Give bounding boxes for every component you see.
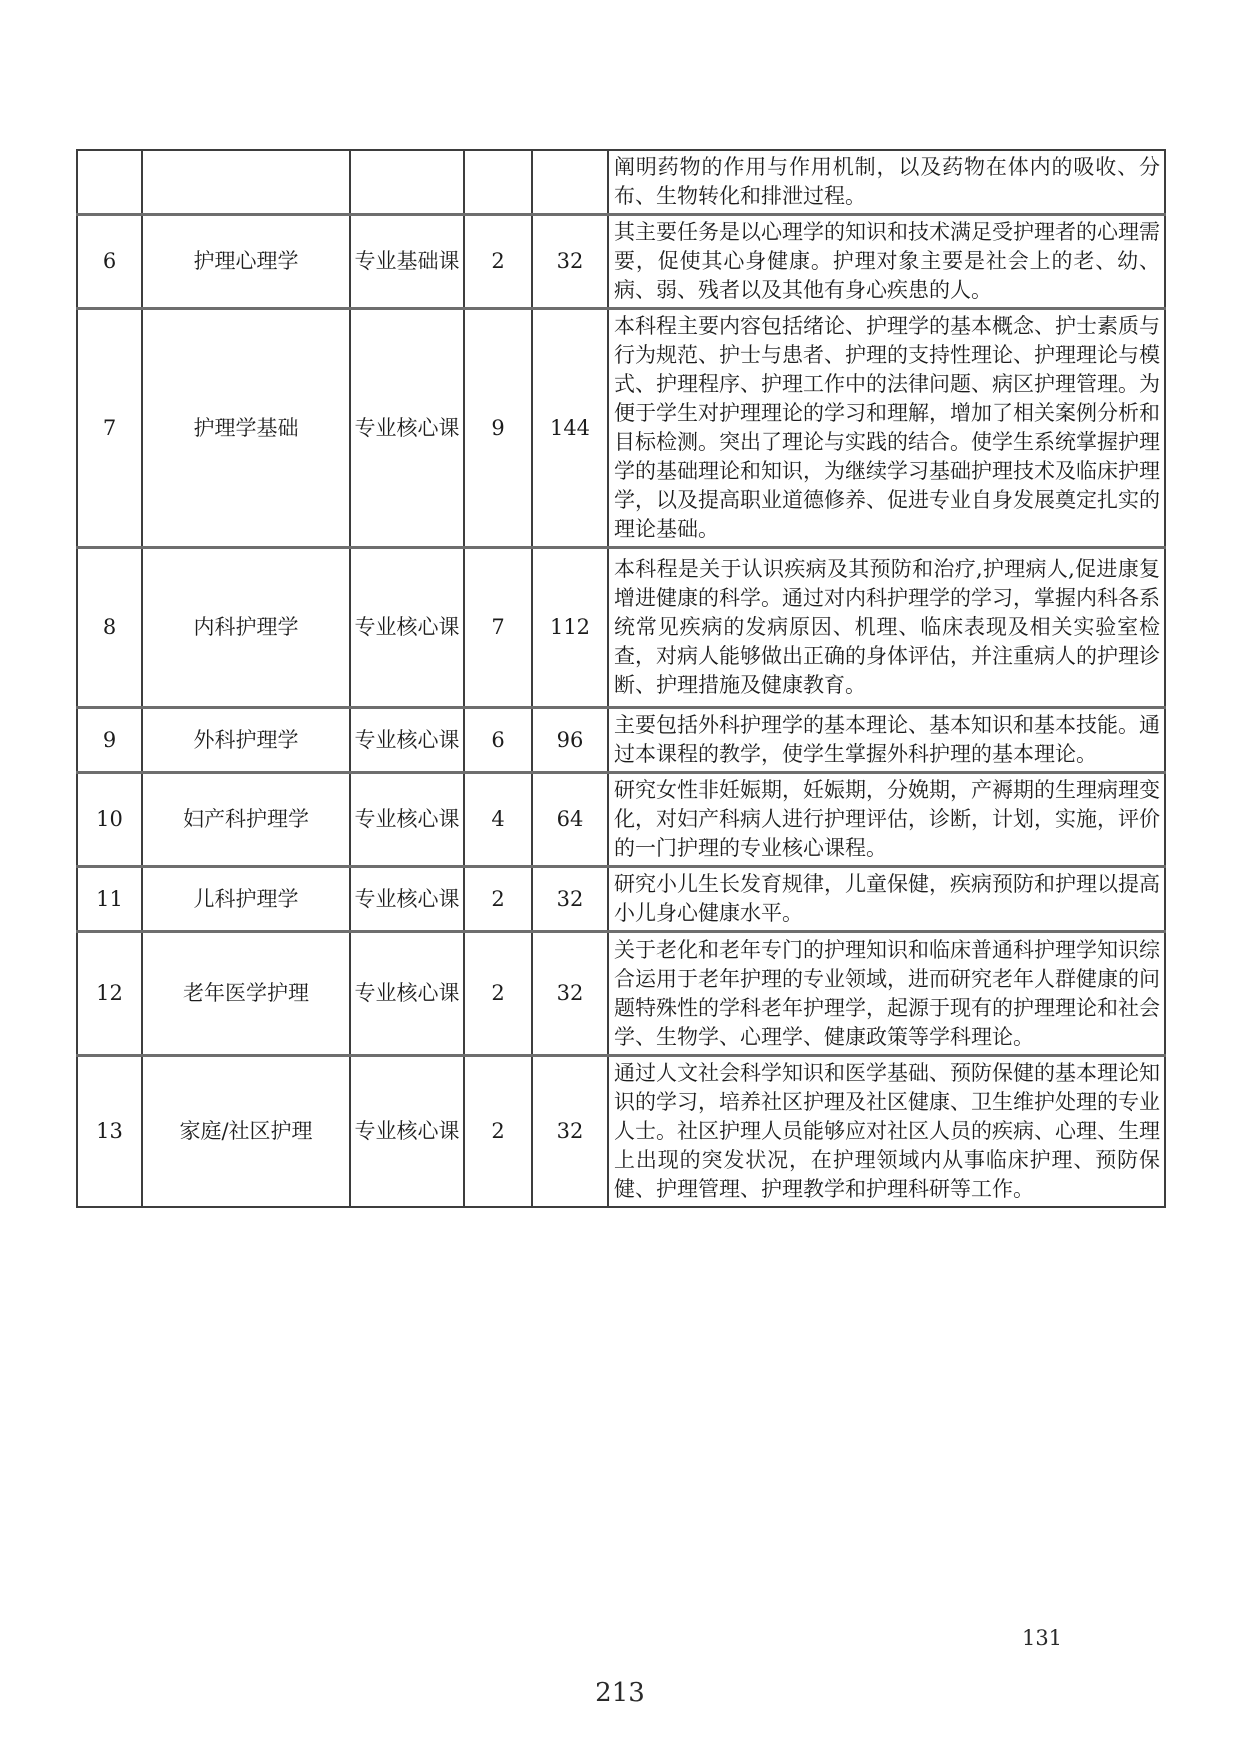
course-no-cell: 10 (77, 773, 142, 867)
course-type-cell: 专业核心课 (350, 932, 464, 1056)
course-name-cell: 妇产科护理学 (142, 773, 350, 867)
course-no-cell: 11 (77, 867, 142, 932)
table-row (77, 932, 1165, 1056)
course-type-cell: 专业核心课 (350, 708, 464, 773)
course-description-cell: 本科程是关于认识疾病及其预防和治疗,护理病人,促进康复增进健康的科学。通过对内科护理学的学习，掌握内科各系统常见疾病的发病原因、机理、临床表现及相关实验室检查，对病人能够做出正确的身体评估，并注重病人的护理诊断、护理措施及健康教育。 (608, 548, 1165, 708)
course-credits-cell (464, 150, 532, 215)
footer-page-number: 213 (595, 1678, 645, 1708)
course-credits-cell: 2 (464, 215, 532, 309)
table-row (77, 309, 1165, 548)
course-type-cell: 专业核心课 (350, 1056, 464, 1208)
course-description-cell: 关于老化和老年专门的护理知识和临床普通科护理学知识综合运用于老年护理的专业领域，进而研究老年人群健康的问题特殊性的学科老年护理学，起源于现有的护理理论和社会学、生物学、心理学、健康政策等学科理论。 (608, 932, 1165, 1056)
course-credits-cell: 2 (464, 1056, 532, 1208)
table-row (77, 548, 1165, 708)
course-no-cell: 12 (77, 932, 142, 1056)
course-credits-cell: 2 (464, 932, 532, 1056)
course-no-cell: 8 (77, 548, 142, 708)
course-hours-cell: 32 (532, 867, 608, 932)
course-hours-cell: 32 (532, 215, 608, 309)
course-name-cell: 老年医学护理 (142, 932, 350, 1056)
course-table (76, 149, 1166, 1208)
course-hours-cell (532, 150, 608, 215)
table-row (77, 773, 1165, 867)
course-credits-cell: 4 (464, 773, 532, 867)
table-row (77, 150, 1165, 215)
course-type-cell: 专业核心课 (350, 309, 464, 548)
course-no-cell (77, 150, 142, 215)
course-name-cell: 儿科护理学 (142, 867, 350, 932)
course-description-cell: 本科程主要内容包括绪论、护理学的基本概念、护士素质与行为规范、护士与患者、护理的支持性理论、护理理论与模式、护理程序、护理工作中的法律问题、病区护理管理。为便于学生对护理理论的学习和理解，增加了相关案例分析和目标检测。突出了理论与实践的结合。使学生系统掌握护理学的基础理论和知识，为继续学习基础护理技术及临床护理学，以及提高职业道德修养、促进专业自身发展奠定扎实的理论基础。 (608, 309, 1165, 548)
course-name-cell: 护理学基础 (142, 309, 350, 548)
course-type-cell: 专业基础课 (350, 215, 464, 309)
corner-page-number: 131 (1021, 1626, 1063, 1650)
table-row (77, 215, 1165, 309)
table-row (77, 1056, 1165, 1208)
course-description-cell: 其主要任务是以心理学的知识和技术满足受护理者的心理需要，促使其心身健康。护理对象主要是社会上的老、幼、病、弱、残者以及其他有身心疾患的人。 (608, 215, 1165, 309)
course-hours-cell: 64 (532, 773, 608, 867)
course-no-cell: 6 (77, 215, 142, 309)
course-description-cell: 通过人文社会科学知识和医学基础、预防保健的基本理论知识的学习，培养社区护理及社区健康、卫生维护处理的专业人士。社区护理人员能够应对社区人员的疾病、心理、生理上出现的突发状况，在护理领域内从事临床护理、预防保健、护理管理、护理教学和护理科研等工作。 (608, 1056, 1165, 1208)
course-credits-cell: 2 (464, 867, 532, 932)
course-credits-cell: 6 (464, 708, 532, 773)
course-name-cell: 护理心理学 (142, 215, 350, 309)
course-credits-cell: 9 (464, 309, 532, 548)
course-type-cell: 专业核心课 (350, 773, 464, 867)
course-type-cell: 专业核心课 (350, 548, 464, 708)
table-row (77, 708, 1165, 773)
course-hours-cell: 96 (532, 708, 608, 773)
course-description-cell: 主要包括外科护理学的基本理论、基本知识和基本技能。通过本课程的教学，使学生掌握外科护理的基本理论。 (608, 708, 1165, 773)
course-type-cell: 专业核心课 (350, 867, 464, 932)
course-name-cell: 家庭/社区护理 (142, 1056, 350, 1208)
course-description-cell: 研究女性非妊娠期，妊娠期，分娩期，产褥期的生理病理变化，对妇产科病人进行护理评估，诊断，计划，实施，评价的一门护理的专业核心课程。 (608, 773, 1165, 867)
course-hours-cell: 32 (532, 1056, 608, 1208)
course-hours-cell: 32 (532, 932, 608, 1056)
course-no-cell: 13 (77, 1056, 142, 1208)
course-type-cell (350, 150, 464, 215)
course-name-cell: 外科护理学 (142, 708, 350, 773)
course-name-cell (142, 150, 350, 215)
table-row (77, 867, 1165, 932)
course-credits-cell: 7 (464, 548, 532, 708)
course-hours-cell: 144 (532, 309, 608, 548)
course-name-cell: 内科护理学 (142, 548, 350, 708)
course-description-cell: 阐明药物的作用与作用机制，以及药物在体内的吸收、分布、生物转化和排泄过程。 (608, 150, 1165, 215)
course-no-cell: 9 (77, 708, 142, 773)
course-description-cell: 研究小儿生长发育规律，儿童保健，疾病预防和护理以提高小儿身心健康水平。 (608, 867, 1165, 932)
course-no-cell: 7 (77, 309, 142, 548)
course-hours-cell: 112 (532, 548, 608, 708)
